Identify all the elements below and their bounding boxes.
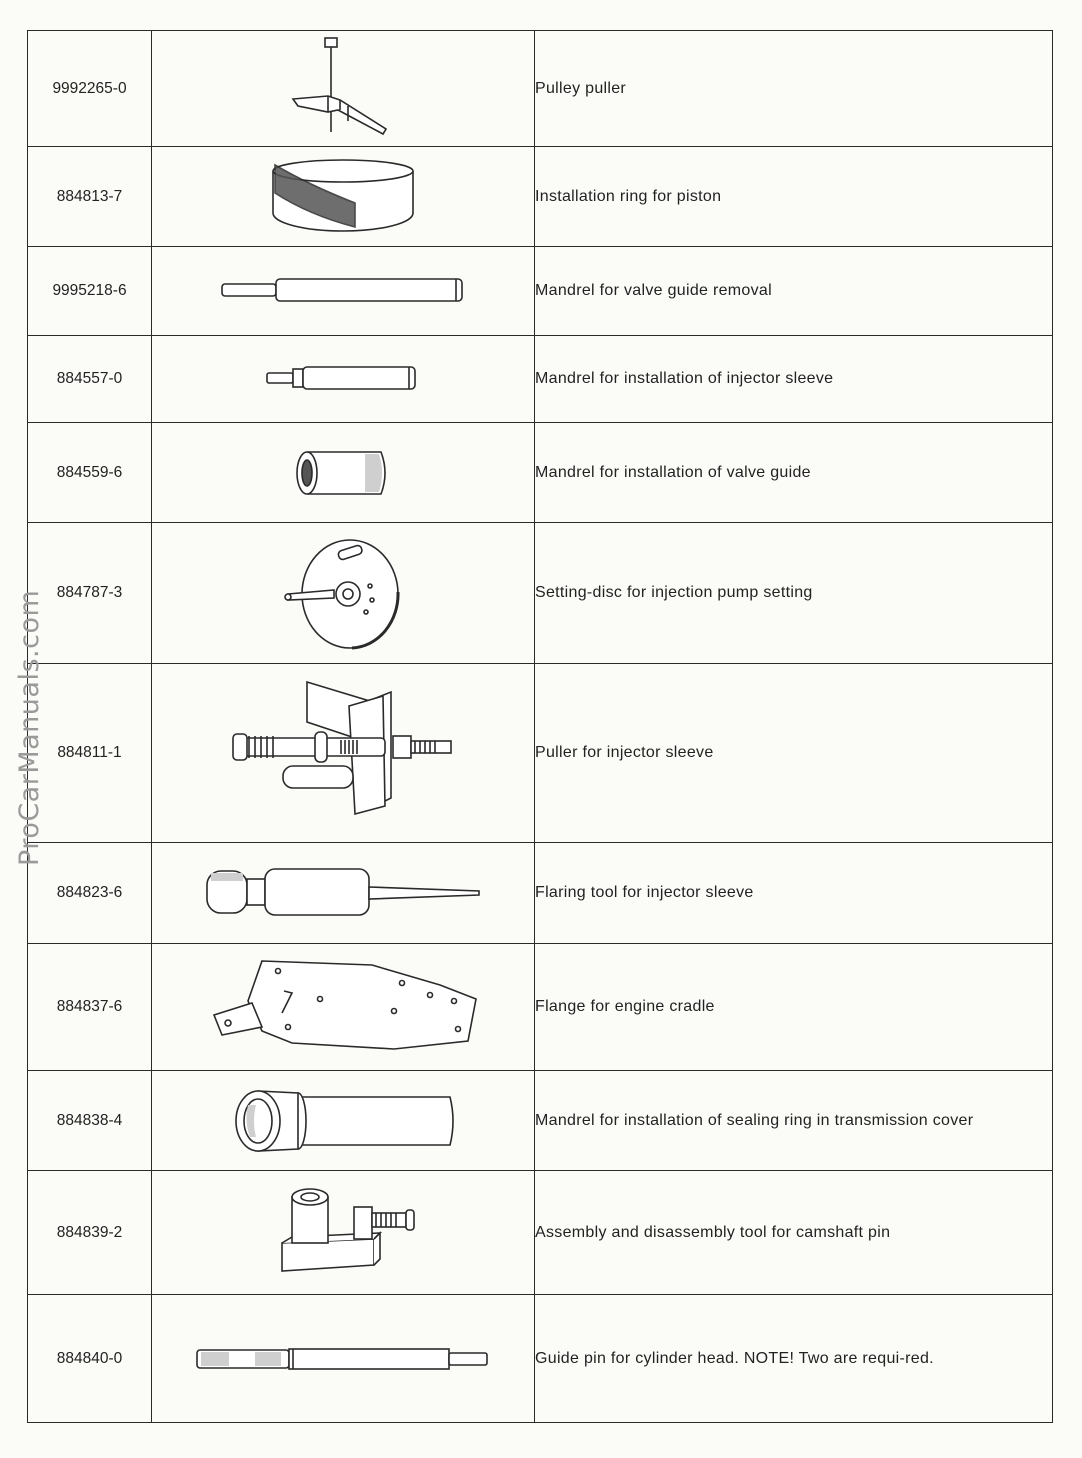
- guide-pin-icon: [193, 1344, 493, 1374]
- setting-disc-icon: [278, 534, 408, 652]
- part-number: 884839-2: [28, 1171, 152, 1295]
- table-row: [28, 423, 1053, 523]
- part-number: 884813-7: [28, 147, 152, 247]
- table-row: [28, 664, 1053, 843]
- tool-description: Puller for injector sleeve: [535, 664, 1053, 843]
- tool-description: Mandrel for installation of valve guide: [535, 423, 1053, 523]
- part-number: 9992265-0: [28, 31, 152, 147]
- mandrel-long-icon: [218, 276, 468, 306]
- tool-illustration: [152, 1295, 535, 1423]
- tool-description: Assembly and disassembly tool for camshaft pin: [535, 1171, 1053, 1295]
- tool-illustration: [152, 31, 535, 147]
- tool-description: Flange for engine cradle: [535, 944, 1053, 1071]
- tool-description: Mandrel for installation of injector sleeve: [535, 336, 1053, 423]
- flaring-tool-icon: [203, 865, 483, 921]
- table-row: [28, 523, 1053, 664]
- part-number: 884559-6: [28, 423, 152, 523]
- part-number: 884840-0: [28, 1295, 152, 1423]
- watermark: ProCarManuals.com: [14, 589, 45, 866]
- mandrel-sleeve-icon: [293, 448, 393, 498]
- table-row: [28, 336, 1053, 423]
- tool-illustration: [152, 423, 535, 523]
- tool-illustration: [152, 147, 535, 247]
- special-tools-table: [27, 30, 1053, 1423]
- mandrel-sealing-icon: [228, 1087, 458, 1155]
- part-number: 884557-0: [28, 336, 152, 423]
- table-row: [28, 31, 1053, 147]
- tool-illustration: [152, 336, 535, 423]
- part-number: 884787-3: [28, 523, 152, 664]
- tool-illustration: [152, 247, 535, 336]
- camshaft-pin-tool-icon: [268, 1183, 418, 1283]
- table-row: [28, 1071, 1053, 1171]
- tool-description: Installation ring for piston: [535, 147, 1053, 247]
- tool-illustration: [152, 523, 535, 664]
- table-row: [28, 247, 1053, 336]
- part-number: 884811-1: [28, 664, 152, 843]
- part-number: 884838-4: [28, 1071, 152, 1171]
- pulley-puller-icon: [288, 36, 398, 141]
- table-row: [28, 1171, 1053, 1295]
- part-number: 884823-6: [28, 843, 152, 944]
- tool-description: Guide pin for cylinder head. NOTE! Two are requi-red.: [535, 1295, 1053, 1423]
- flange-plate-icon: [208, 957, 478, 1057]
- table-row: [28, 843, 1053, 944]
- tool-description: Mandrel for valve guide removal: [535, 247, 1053, 336]
- mandrel-short-icon: [263, 364, 423, 394]
- table-row: [28, 944, 1053, 1071]
- tool-description: Setting-disc for injection pump setting: [535, 523, 1053, 664]
- puller-injector-icon: [223, 678, 463, 828]
- tool-illustration: [152, 944, 535, 1071]
- tool-illustration: [152, 1171, 535, 1295]
- tool-illustration: [152, 1071, 535, 1171]
- installation-ring-icon: [269, 157, 417, 237]
- part-number: 9995218-6: [28, 247, 152, 336]
- table-row: [28, 1295, 1053, 1423]
- tool-description: Pulley puller: [535, 31, 1053, 147]
- table-row: [28, 147, 1053, 247]
- tool-illustration: [152, 843, 535, 944]
- tool-illustration: [152, 664, 535, 843]
- tool-description: Flaring tool for injector sleeve: [535, 843, 1053, 944]
- part-number: 884837-6: [28, 944, 152, 1071]
- tool-description: Mandrel for installation of sealing ring in transmission cover: [535, 1071, 1053, 1171]
